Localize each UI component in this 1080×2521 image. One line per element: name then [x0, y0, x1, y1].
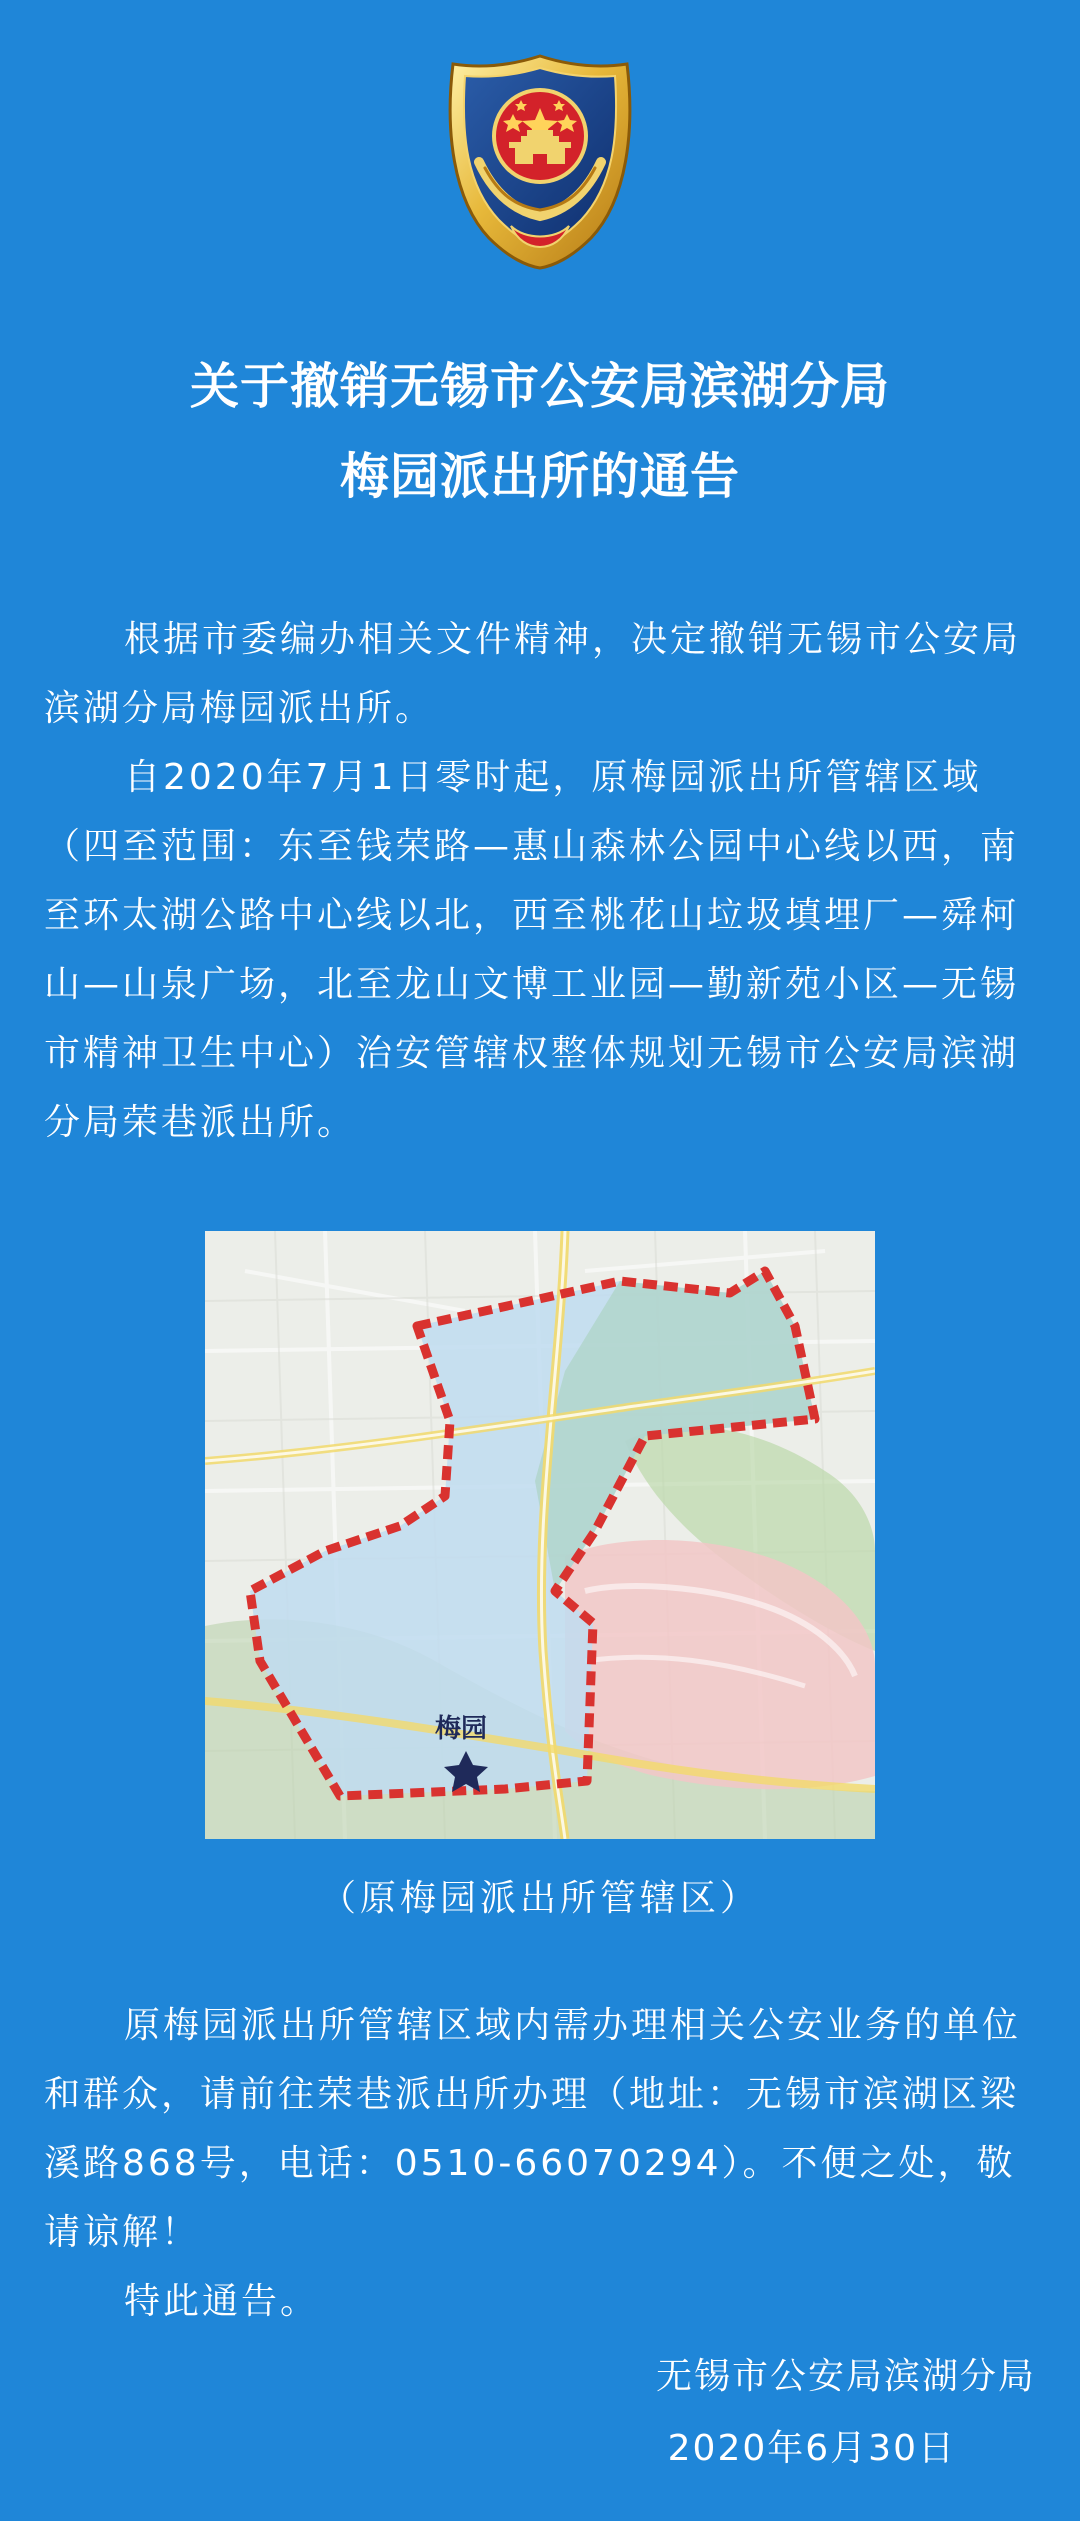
- paragraph-instructions: 原梅园派出所管辖区域内需办理相关公安业务的单位和群众，请前往荣巷派出所办理（地址：无锡市滨湖区梁溪路868号，电话：0510-66070294）。不便之处，敬请谅解！: [44, 2005, 1022, 2253]
- paragraph-closing: 特此通告。: [124, 2281, 320, 2322]
- police-emblem-icon: [441, 50, 639, 270]
- notice-body-bottom: [44, 1991, 1036, 2336]
- map-label-meiyuan: 梅园: [435, 1713, 488, 1743]
- notice-title-line1: 关于撤销无锡市公安局滨湖分局: [189, 358, 890, 415]
- paragraph-decision: 根据市委编办相关文件精神，决定撤销无锡市公安局滨湖分局梅园派出所。: [44, 619, 1022, 729]
- signature-date: 2020年6月30日: [667, 2428, 956, 2469]
- paragraph-jurisdiction: 自2020年7月1日零时起，原梅园派出所管辖区域（四至范围：东至钱荣路—惠山森林公园中心线以西，南至环太湖公路中心线以北，西至桃花山垃圾填埋厂—舜柯山—山泉广场，北至龙山文博工业园—勤新苑小区—无锡市精神卫生中心）治安管辖权整体规划无锡市公安局滨湖分局荣巷派出所。: [44, 757, 1020, 1143]
- map-caption: （原梅园派出所管辖区）: [319, 1878, 760, 1919]
- signature-org: 无锡市公安局滨湖分局: [655, 2356, 1036, 2397]
- notice-body-top: [44, 605, 1036, 1157]
- notice-title-line2: 梅园派出所的通告: [339, 448, 740, 505]
- jurisdiction-map: [205, 1231, 875, 1839]
